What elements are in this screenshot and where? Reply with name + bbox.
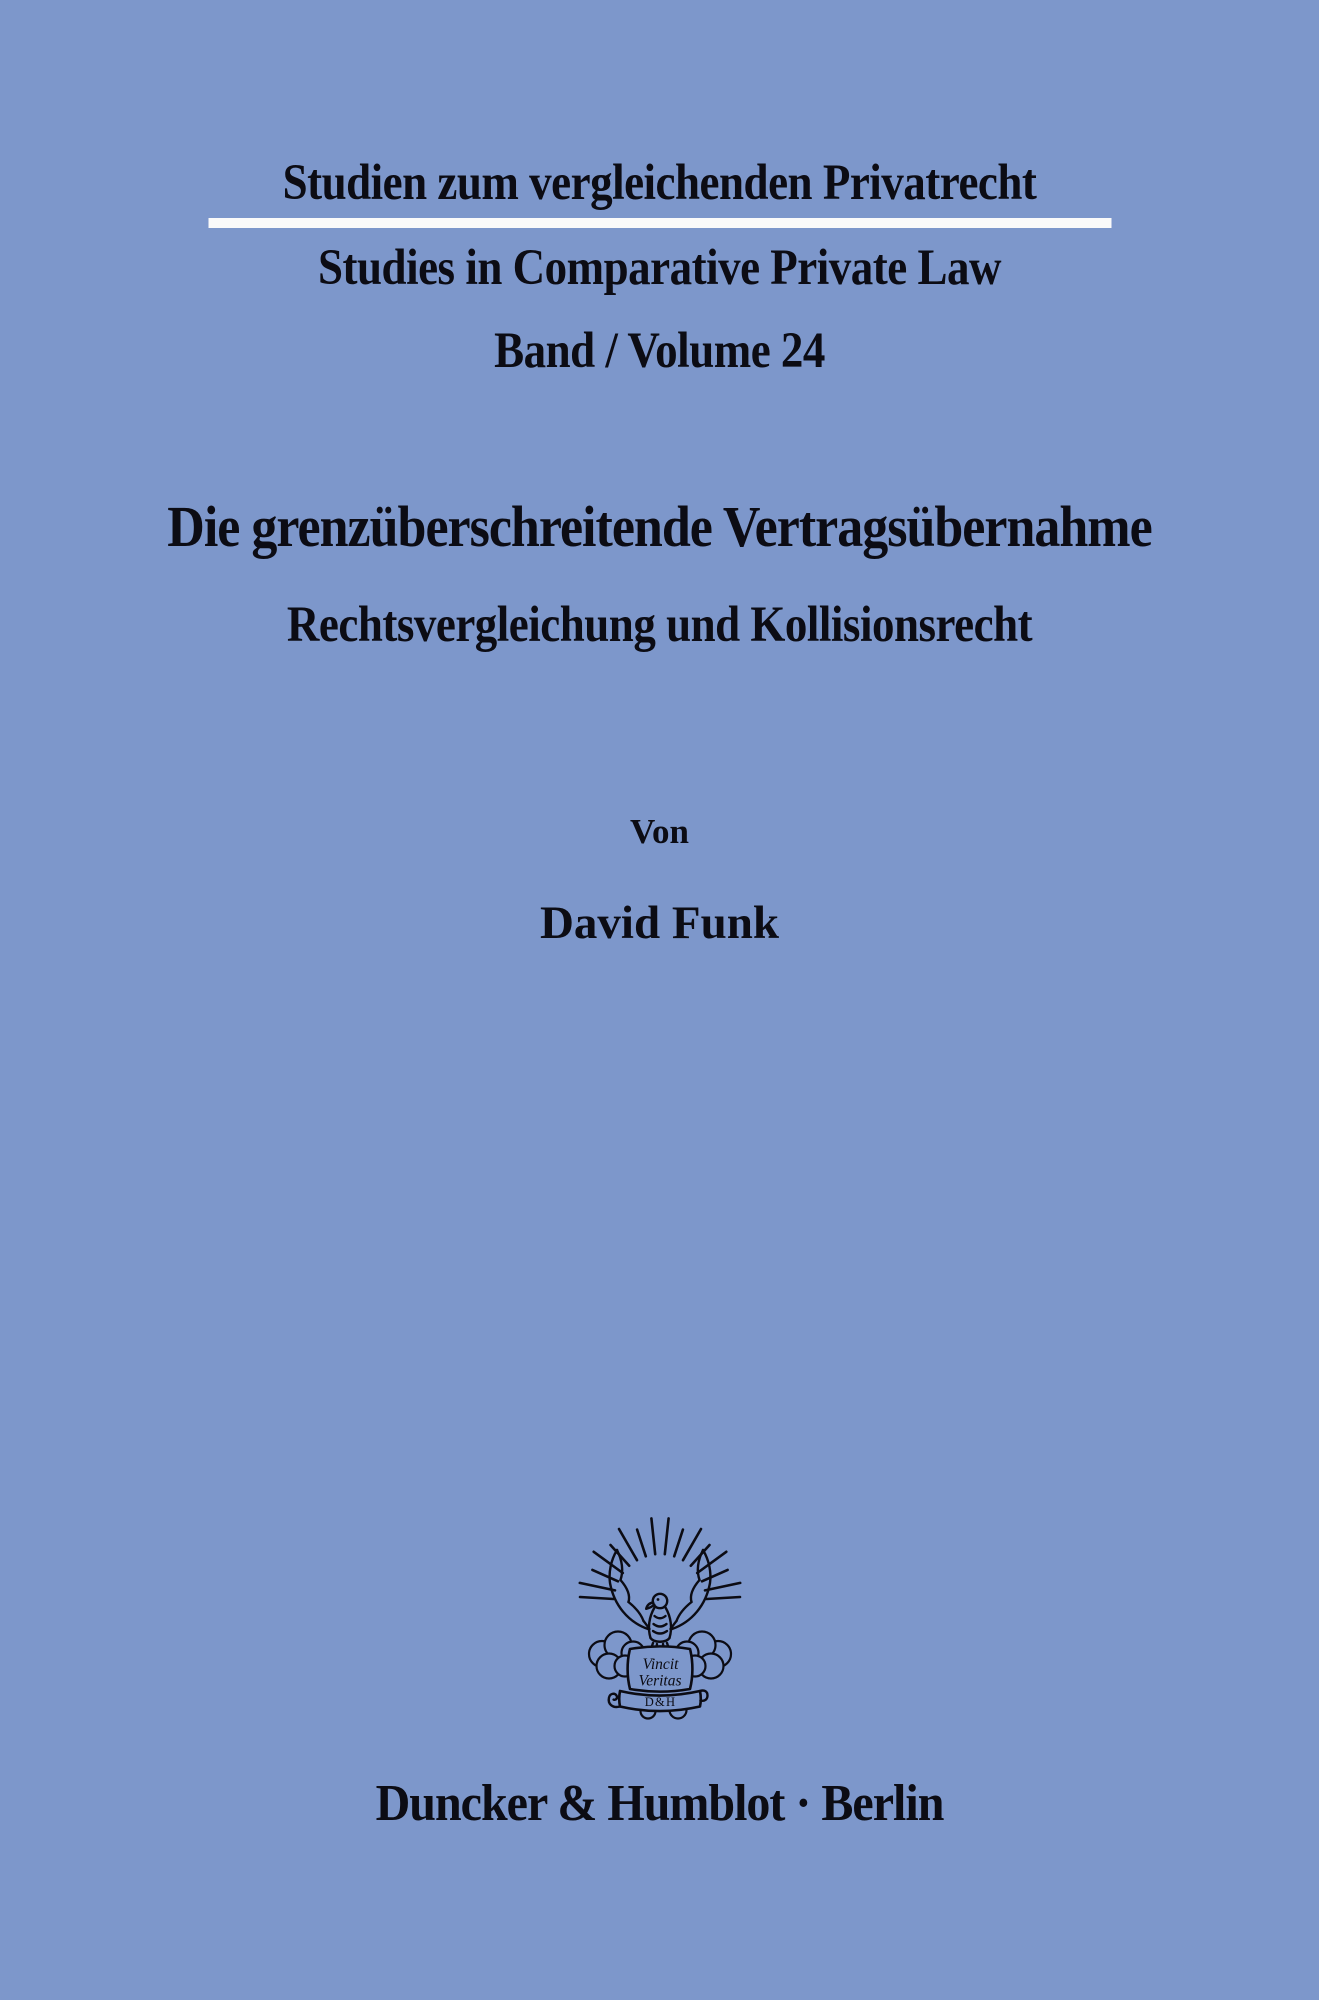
series-title-en: Studies in Comparative Private Law xyxy=(318,239,1001,295)
series-divider-rule xyxy=(208,218,1111,228)
book-title: Die grenzüberschreitende Vertragsübernahme xyxy=(167,495,1152,560)
byline: Von xyxy=(629,812,690,851)
book-subtitle: Rechtsvergleichung und Kollisionsrecht xyxy=(286,596,1033,652)
series-volume: Band / Volume 24 xyxy=(494,322,825,378)
eagle-logo-icon xyxy=(565,1500,755,1730)
publisher-logo xyxy=(565,1500,755,1730)
logo-motto-line1: Vincit xyxy=(642,1656,678,1673)
publisher-imprint: Duncker & Humblot · Berlin xyxy=(375,1774,944,1833)
author-name: David Funk xyxy=(539,897,780,949)
logo-motto-line2: Veritas xyxy=(637,1672,682,1690)
logo-rays xyxy=(579,1518,739,1599)
series-title-de: Studien zum vergleichenden Privatrecht xyxy=(282,154,1037,210)
logo-initials: D&H xyxy=(644,1694,676,1709)
